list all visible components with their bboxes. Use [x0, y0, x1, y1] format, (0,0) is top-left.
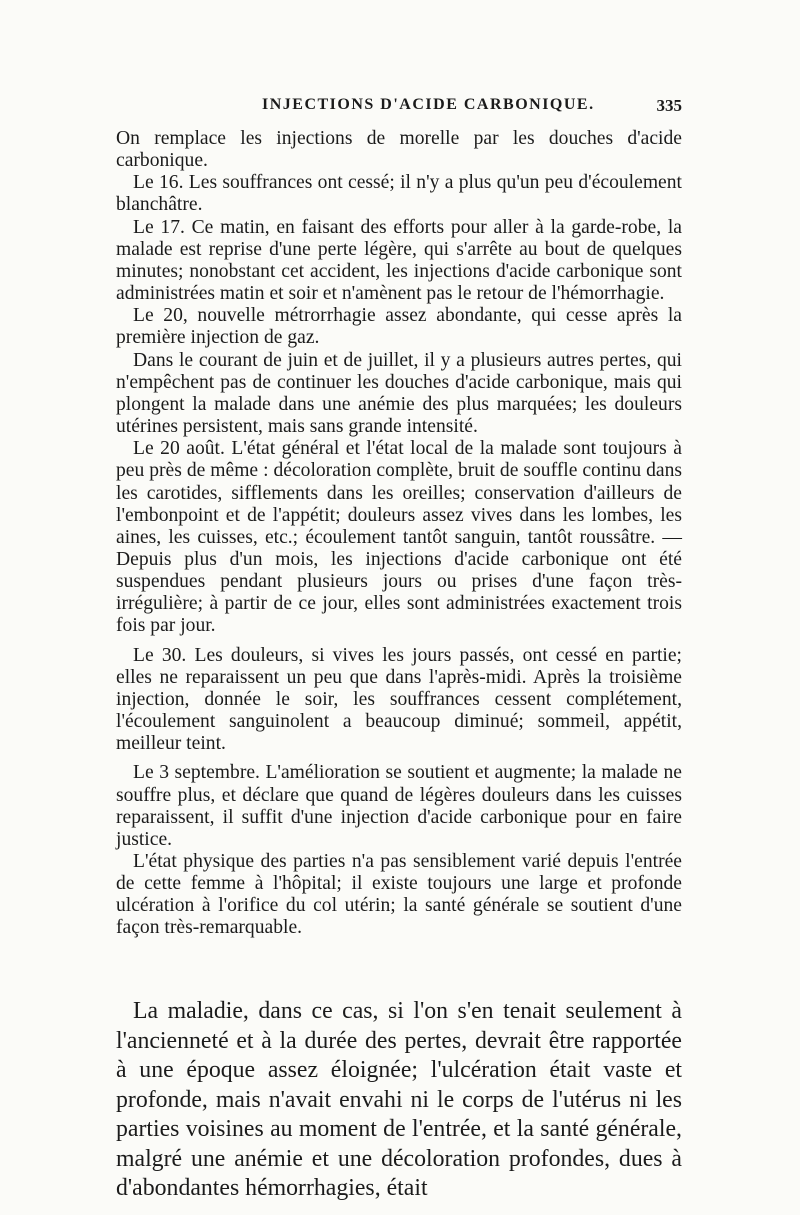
- paragraph: L'état physique des parties n'a pas sensiblement varié depuis l'entrée de cette femme à l'hôpital; il existe toujours une large et profonde ulcération à l'orifice du col utérin; la santé générale se soutient d'une façon très-remarquable.: [116, 851, 682, 939]
- page-number: 335: [656, 96, 682, 115]
- paragraph: On remplace les injections de morelle par les douches d'acide carbonique.: [116, 128, 682, 172]
- commentary-text: [116, 997, 682, 1204]
- case-report-text: [116, 128, 682, 940]
- paragraph: Le 17. Ce matin, en faisant des efforts pour aller à la garde-robe, la malade est reprise d'une perte légère, qui s'arrête au bout de quelques minutes; nonobstant cet accident, les injections d'acide carbonique sont administrées matin et soir et n'amènent pas le retour de l'hémorrhagie.: [116, 216, 682, 305]
- commentary-paragraph: La maladie, dans ce cas, si l'on s'en tenait seulement à l'ancienneté et à la durée des pertes, devrait être rapportée à une époque assez éloignée; l'ulcération était vaste et profonde, mais n'avait envahi ni le corps de l'utérus ni les parties voisines au moment de l'entrée, et la santé générale, malgré une anémie et une décoloration profondes, dues à d'abondantes hémorrhagies, était: [116, 998, 682, 1201]
- paragraph: Le 16. Les souffrances ont cessé; il n'y a plus qu'un peu d'écoulement blanchâtre.: [116, 172, 682, 216]
- paragraph: Le 20, nouvelle métrorrhagie assez abondante, qui cesse après la première injection de gaz.: [116, 305, 682, 349]
- paragraph: Le 20 août. L'état général et l'état local de la malade sont toujours à peu près de même : décoloration complète, bruit de souffle continu dans les carotides, sifflements dans les oreilles; conservation d'ailleurs de l'embonpoint et de l'appétit; douleurs assez vives dans les lombes, les aines, les cuisses, etc.; écoulement tantôt sanguin, tantôt roussâtre. — Depuis plus d'un mois, les injections d'acide carbonique ont été suspendues pendant plusieurs jours ou prises d'une façon très-irrégulière; à partir de ce jour, elles sont administrées exactement trois fois par jour.: [116, 438, 682, 637]
- paragraph: Le 3 septembre. L'amélioration se soutient et augmente; la malade ne souffre plus, et déclare que quand de légères douleurs dans les cuisses reparaissent, il suffit d'une injection d'acide carbonique pour en faire justice.: [116, 762, 682, 850]
- paragraph: Dans le courant de juin et de juillet, il y a plusieurs autres pertes, qui n'empêchent pas de continuer les douches d'acide carbonique, mais qui plongent la malade dans une anémie des plus marquées; les douleurs utérines persistent, mais sans grande intensité.: [116, 349, 682, 438]
- paragraph: Le 30. Les douleurs, si vives les jours passés, ont cessé en partie; elles ne reparaissent un peu que dans l'après-midi. Après la troisième injection, donnée le soir, les souffrances cessent complétement, l'écoulement sanguinolent a beaucoup diminué; sommeil, appétit, meilleur teint.: [116, 644, 682, 755]
- running-title: INJECTIONS D'ACIDE CARBONIQUE.: [262, 96, 595, 113]
- page-header: [112, 96, 682, 120]
